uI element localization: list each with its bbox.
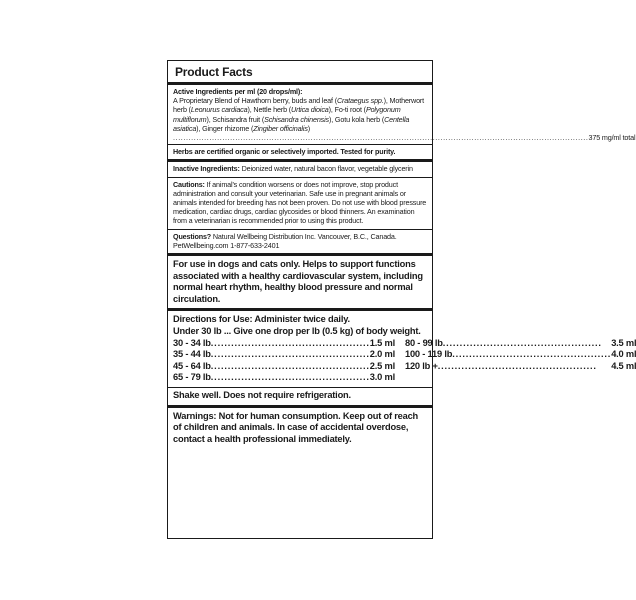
blend-fragment: ) bbox=[307, 123, 311, 133]
leader-dots bbox=[443, 338, 611, 350]
dosage-amount: 3.0 ml bbox=[369, 372, 395, 383]
dosage-row bbox=[173, 372, 395, 384]
dosage-row bbox=[173, 338, 395, 350]
shake-note: Shake well. Does not require refrigeration. bbox=[173, 389, 351, 400]
blend-fragment: ), Nettle herb ( bbox=[247, 105, 292, 115]
herbs-note: Herbs are certified organic or selectively imported. Tested for purity. bbox=[173, 147, 396, 157]
dosage-amount: 4.0 ml bbox=[611, 349, 636, 360]
under-30-line bbox=[173, 326, 427, 338]
dosage-weight: 45 - 64 lb bbox=[173, 360, 211, 371]
dosage-weight: 30 - 34 lb bbox=[173, 337, 211, 348]
active-ingredients-blend bbox=[173, 96, 427, 133]
dosage-weight: 120 lb + bbox=[404, 360, 438, 371]
active-ingredients-section bbox=[173, 85, 636, 159]
botanical-name: Crataegus spp. bbox=[336, 96, 384, 106]
inactive-ingredients-section bbox=[173, 162, 427, 176]
directions-section bbox=[173, 311, 636, 404]
dosage-column-left bbox=[173, 338, 395, 384]
dosage-weight: 65 - 79 lb bbox=[173, 372, 211, 383]
dosage-table bbox=[173, 337, 636, 384]
leader-dots bbox=[438, 361, 611, 373]
under-text: Give one drop per lb (0.5 kg) of body weight. bbox=[233, 326, 421, 337]
cautions-section bbox=[173, 178, 427, 229]
dosage-weight: 100 - 119 lb bbox=[404, 349, 453, 360]
questions-heading: Questions? bbox=[173, 231, 212, 241]
dosage-row bbox=[405, 349, 636, 361]
botanical-name: Zingiber officinalis bbox=[253, 123, 308, 133]
questions-text: Natural Wellbeing Distribution Inc. Vancouver, B.C., Canada. bbox=[211, 231, 397, 241]
directions-heading: Directions for Use: Administer twice daily. bbox=[173, 314, 350, 325]
blend-text bbox=[173, 96, 427, 133]
blend-fragment: A Proprietary Blend of Hawthorn berry, buds and leaf ( bbox=[173, 96, 337, 106]
botanical-name: Schisandra chinensis bbox=[264, 114, 329, 124]
dosage-amount: 2.5 ml bbox=[369, 360, 395, 371]
dosage-weight: 80 - 99 lb bbox=[404, 337, 443, 348]
blend-fragment: ), Gotu kola herb ( bbox=[329, 114, 385, 124]
leader-dots bbox=[211, 338, 370, 350]
questions-section bbox=[173, 230, 427, 253]
label-title: Product Facts bbox=[175, 65, 253, 79]
leader-dots bbox=[211, 372, 370, 384]
dosage-amount: 4.5 ml bbox=[611, 360, 636, 371]
product-facts-label bbox=[167, 60, 636, 539]
inactive-heading: Inactive Ingredients: bbox=[173, 164, 240, 174]
leader-dots bbox=[211, 361, 370, 373]
dosage-amount: 3.5 ml bbox=[611, 337, 636, 348]
amount-line bbox=[173, 133, 636, 143]
blend-fragment: ), Ginger rhizome ( bbox=[196, 123, 254, 133]
leader-dots bbox=[452, 349, 611, 361]
dosage-row bbox=[405, 338, 636, 350]
inactive-text: Deionized water, natural bacon flavor, vegetable glycerin bbox=[239, 164, 413, 174]
dosage-amount: 2.0 ml bbox=[369, 349, 395, 360]
botanical-name: Leonurus cardiaca bbox=[190, 105, 248, 115]
under-dots: ... bbox=[223, 326, 231, 337]
botanical-name: Urtica dioica bbox=[291, 105, 329, 115]
dosage-row bbox=[173, 349, 395, 361]
active-amount: 375 mg/ml total bbox=[588, 133, 636, 143]
use-statement: For use in dogs and cats only. Helps to support functions associated with a healthy cardiovascular system, including normal heart rhythm, healthy blood pressure and normal circulation. bbox=[173, 259, 423, 304]
leader-dots bbox=[211, 349, 370, 361]
warnings-statement: Warnings: Not for human consumption. Keep out of reach of children and animals. In case of accidental overdose, contact a health professional immediately. bbox=[173, 410, 419, 444]
dosage-row bbox=[405, 361, 636, 373]
blend-fragment: ), Fo-ti root ( bbox=[328, 105, 366, 115]
botanical-name: Polygonum multiflorum bbox=[173, 105, 401, 124]
dosage-column-right bbox=[405, 338, 636, 384]
questions-contact: PetWellbeing.com 1-877-633-2401 bbox=[173, 240, 280, 250]
dosage-amount: 1.5 ml bbox=[369, 337, 395, 348]
blend-fragment: ), Motherwort herb ( bbox=[173, 96, 425, 115]
botanical-name: Centella asiatica bbox=[173, 114, 410, 133]
under-weight: Under 30 lb bbox=[173, 326, 222, 337]
blend-fragment: ), Schisandra fruit ( bbox=[206, 114, 265, 124]
leader-dots bbox=[173, 133, 589, 142]
cautions-text: If animal's condition worsens or does not improve, stop product administration and consult your veterinarian. Safe use in pregnant animals or animals intended for breeding has not been proven. Do not use with blood pressure medication, cardiac drugs, cardiac glycosides or blood thinners. An examination from a veterinarian is recommended prior to using this product. bbox=[173, 179, 427, 226]
active-ingredients-heading: Active Ingredients per ml (20 drops/ml): bbox=[173, 87, 303, 96]
cautions-heading: Cautions: bbox=[173, 179, 205, 189]
dosage-weight: 35 - 44 lb bbox=[173, 349, 211, 360]
dosage-row bbox=[173, 361, 395, 373]
